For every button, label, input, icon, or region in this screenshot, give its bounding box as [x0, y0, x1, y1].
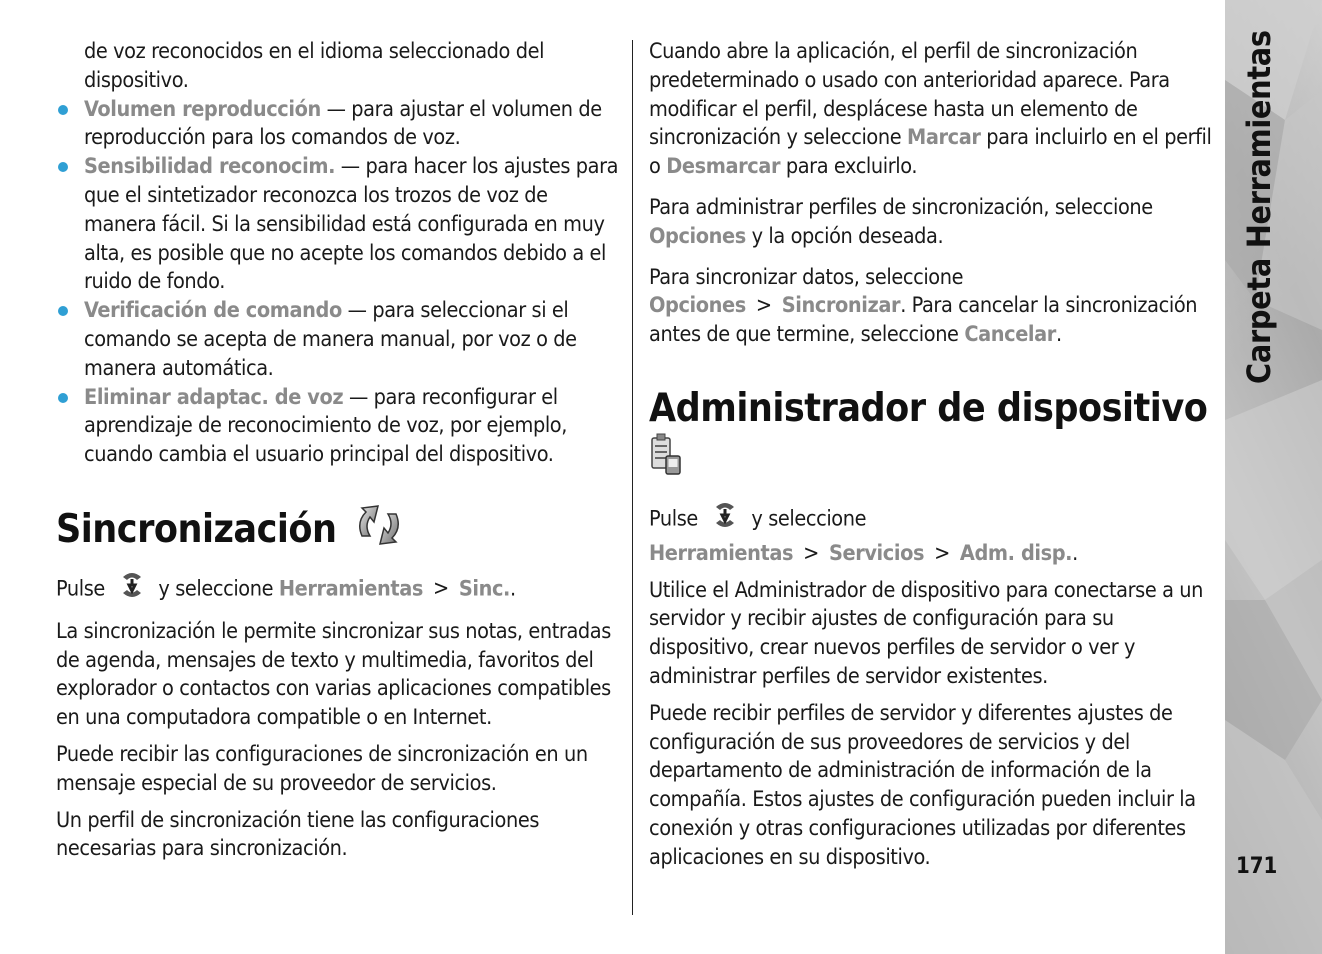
menu-path-adm-disp: Adm. disp. — [959, 540, 1073, 566]
option-opciones: Opciones — [649, 223, 746, 249]
nav-text: . — [1072, 540, 1078, 566]
device-manager-icon — [649, 432, 683, 487]
bullet-icon — [58, 105, 68, 115]
nav-text: . — [509, 576, 516, 602]
menu-path-herramientas: Herramientas — [278, 576, 423, 602]
chapter-title: Carpeta Herramientas — [1240, 30, 1278, 384]
paragraph: Utilice el Administrador de dispositivo para conectarse a un servidor y recibir ajustes de configuración para su dispositivo, crear nuevos perfiles de servidor o ver y administrar perfiles de servidor existentes. — [649, 577, 1203, 689]
paragraph: Cuando abre la aplicación, el perfil de sincronización predeterminado o usado con anterioridad aparece. Para modificar el perfil, desplácese hasta un elemento de sincronización y seleccione Marcar para incluirlo en el perfil o Desmarcar para excluirlo. — [649, 39, 1212, 180]
paragraph: Puede recibir perfiles de servidor y diferentes ajustes de configuración de sus proveedores de servicios y del departamento de administración de información de la compañía. Estos ajustes de configuración pueden incluir la conexión y otras configuraciones utilizadas por diferentes aplicaciones en su dispositivo. — [649, 700, 1196, 870]
navigation-path-device-manager — [649, 499, 1215, 569]
bullet-icon — [58, 306, 68, 316]
nav-text: y seleccione — [158, 576, 274, 602]
option-term: Volumen reproducción — [84, 96, 321, 122]
option-sincronizar: Sincronizar — [781, 293, 901, 319]
bullet-icon — [58, 393, 68, 403]
option-term: Verificación de comando — [84, 298, 342, 324]
option-term: Eliminar adaptac. de voz — [84, 384, 344, 410]
page-number: 171 — [1236, 854, 1278, 879]
option-desc: — para reconfigurar el aprendizaje de reconocimiento de voz, por ejemplo, cuando cambia el usuario principal del dispositivo. — [84, 384, 567, 468]
option-desc: — para ajustar el volumen de reproducción para los comandos de voz. — [84, 96, 602, 151]
option-desc: — para hacer los ajustes para que el sintetizador reconozca los trozos de voz de manera fácil. Si la sensibilidad está configurada en muy alta, es posible que no acepte los comandos debido a el ruido de fondo. — [84, 154, 619, 295]
nav-text: Pulse — [649, 506, 698, 532]
menu-path-herramientas: Herramientas — [649, 540, 794, 566]
paragraph: Puede recibir las configuraciones de sincronización en un mensaje especial de su proveedor de servicios. — [56, 741, 588, 796]
navigation-path-sync — [56, 569, 622, 610]
paragraph: Un perfil de sincronización tiene las configuraciones necesarias para sincronización. — [56, 807, 540, 862]
bullet-icon — [58, 162, 68, 172]
list-item — [56, 153, 622, 297]
menu-path-sinc: Sinc. — [458, 576, 510, 602]
option-cancelar: Cancelar — [964, 322, 1056, 348]
list-item — [56, 297, 622, 383]
section-heading-device-manager — [649, 386, 1215, 487]
paragraph: Para sincronizar datos, seleccione Opciones > Sincronizar. Para cancelar la sincronización antes de que termine, seleccione Cancelar. — [649, 264, 1198, 348]
sync-arrows-icon — [352, 502, 406, 559]
left-column — [56, 38, 622, 872]
path-separator: > — [433, 576, 449, 602]
list-item — [56, 384, 622, 470]
section-heading-sync — [56, 502, 622, 559]
option-term: Sensibilidad reconocim. — [84, 154, 336, 180]
path-separator: > — [755, 293, 772, 319]
paragraph: Para administrar perfiles de sincronización, seleccione Opciones y la opción deseada. — [649, 194, 1153, 249]
option-desc: — para seleccionar si el comando se acepta de manera manual, por voz o de manera automática. — [84, 298, 577, 381]
voice-settings-list — [56, 96, 622, 470]
option-opciones: Opciones — [649, 293, 746, 319]
heading-text: Administrador de dispositivo — [649, 385, 1208, 431]
heading-text: Sincronización — [56, 507, 337, 553]
list-item — [56, 96, 622, 154]
path-separator: > — [934, 540, 950, 566]
option-marcar: Marcar — [906, 125, 981, 151]
right-column — [649, 38, 1215, 881]
nav-text: y seleccione — [751, 506, 867, 532]
menu-key-icon — [117, 569, 147, 610]
menu-path-servicios: Servicios — [828, 540, 925, 566]
menu-key-icon — [710, 499, 740, 540]
column-divider — [632, 40, 633, 915]
path-separator: > — [803, 540, 819, 566]
intro-text: de voz reconocidos en el idioma seleccionado del dispositivo. — [84, 39, 545, 93]
nav-text: Pulse — [56, 576, 105, 602]
paragraph: La sincronización le permite sincronizar sus notas, entradas de agenda, mensajes de texto y multimedia, favoritos del explorador o contactos con varias aplicaciones compatibles en una computadora compatible o en Internet. — [56, 618, 611, 731]
option-desmarcar: Desmarcar — [666, 154, 781, 180]
